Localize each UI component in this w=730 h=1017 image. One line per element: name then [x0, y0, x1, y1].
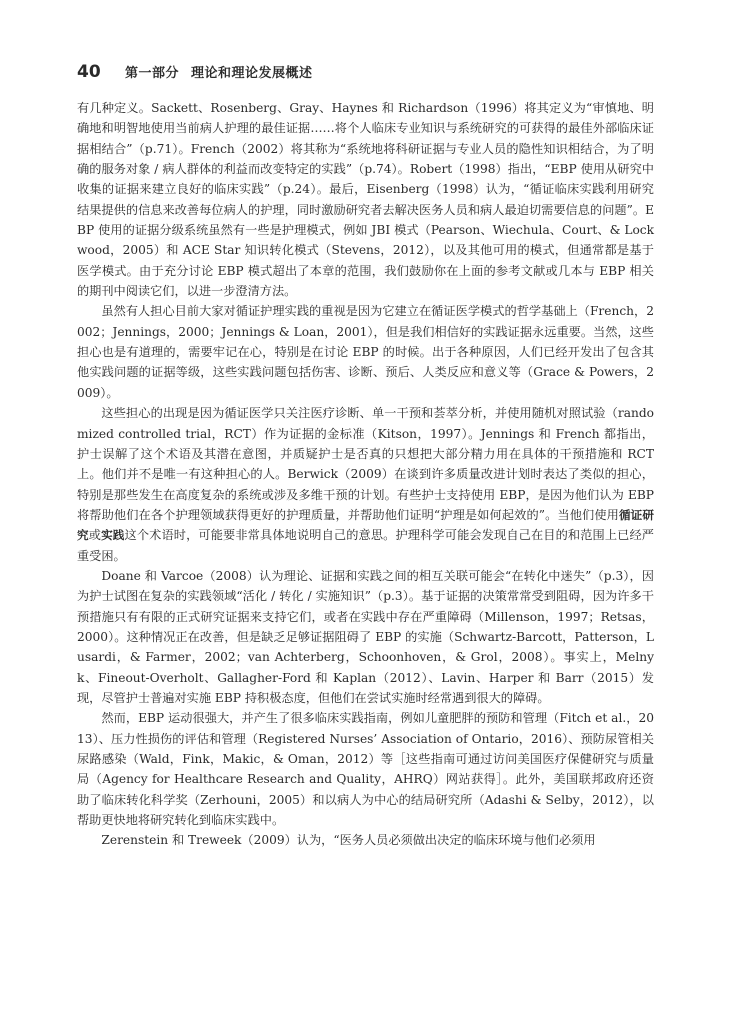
part-label: 第一部分: [125, 66, 180, 81]
running-title: [125, 62, 313, 81]
running-header: [77, 62, 657, 88]
chapter-title: 理论和理论发展概述: [191, 66, 313, 81]
paragraph-text: 虽然有人担心目前大家对循证护理实践的重视是因为它建立在循证医学模式的哲学基础上（French，2002；Jennings，2000；Jennings & Loan，2001），但是我们相信好的实践证据永远重要。当然，这些担心也是有道理的，需要牢记在心，特别是在讨论 EBP 的时候。出于各种原因，人们已经开发出了包含其他实践问题的证据等级，这些实践问题包括伤害、诊断、预后、人类反应和意义等（Grace & Powers，2009）。: [77, 304, 654, 400]
paragraph: [77, 708, 654, 830]
paragraph-text: 这个术语时，可能要非常具体地说明自己的意思。护理科学可能会发现自己在目的和范围上已经严重受困。: [77, 528, 654, 563]
paragraph: [77, 301, 654, 403]
paragraph-text: 或: [88, 528, 102, 543]
paragraph-text: 这些担心的出现是因为循证医学只关注医疗诊断、单一干预和荟萃分析，并使用随机对照试验（randomized controlled trial，RCT）作为证据的金标准（Kitson，1997）。Jennings 和 French 都指出，护士误解了这个术语及其潜在意图，并质疑护士是否真的只想把大部分精力用在具体的干预措施和 RCT 上。他们并不是唯一有这种担心的人。Berwick（2009）在谈到许多质量改进计划时表达了类似的担心，特别是那些发生在高度复杂的系统或涉及多维干预的计划。有些护士支持使用 EBP，是因为他们认为 EBP 将帮助他们在各个护理领域获得更好的护理质量，并帮助他们证明“护理是如何起效的”。当他们使用: [77, 406, 654, 522]
emphasized-term: 实践: [101, 528, 125, 543]
paragraph-text: Zerenstein 和 Treweek（2009）认为，“医务人员必须做出决定的临床环境与他们必须用: [101, 833, 596, 848]
paragraph: [77, 830, 654, 850]
paragraph: [77, 98, 654, 301]
paragraph-text: Doane 和 Varcoe（2008）认为理论、证据和实践之间的相互关联可能会“在转化中迷失”（p.3），因为护士试图在复杂的实践领域“活化 / 转化 / 实施知识”（p.3）。基于证据的决策常常受到阻碍，因为许多干预措施只有有限的正式研究证据来支持它们，或者在实践中存在严重障碍（Millenson，1997；Retsas，2000）。这种情况正在改善，但是缺乏足够证据阻碍了 EBP 的实施（Schwartz-Barcott，Patterson，Lusardi，& Farmer，2002；van Achterberg，Schoonhoven，& Grol，2008）。事实上，Melnyk、Fineout-Overholt、Gallagher-Ford 和 Kaplan（2012）、Lavin、Harper 和 Barr（2015）发现，尽管护士普遍对实施 EBP 持积极态度，但他们在尝试实施时经常遇到很大的障碍。: [77, 568, 654, 705]
paragraph: [77, 403, 654, 566]
paragraph-text: 有几种定义。Sackett、Rosenberg、Gray、Haynes 和 Richardson（1996）将其定义为“审慎地、明确地和明智地使用当前病人护理的最佳证据……将个人临床专业知识与系统研究的可获得的最佳外部临床证据相结合”（p.71）。French（2002）将其称为“系统地将科研证据与专业人员的隐性知识相结合，为了明确的服务对象 / 病人群体的利益而改变特定的实践”（p.74）。Robert（1998）指出，“EBP 使用从研究中收集的证据来建立良好的临床实践”（p.24）。最后，Eisenberg（1998）认为，“循证临床实践利用研究结果提供的信息来改善每位病人的护理，同时激励研究者去解决医务人员和病人最迫切需要信息的问题”。EBP 使用的证据分级系统虽然有一些是护理模式，例如 JBI 模式（Pearson、Wiechula、Court、& Lockwood，2005）和 ACE Star 知识转化模式（Stevens，2012），以及其他可用的模式，但通常都是基于医学模式。由于充分讨论 EBP 模式超出了本章的范围，我们鼓励你在上面的参考文献或几本与 EBP 相关的期刊中阅读它们，以进一步澄清方法。: [77, 101, 654, 299]
body-text: [77, 98, 654, 851]
page-number: 40: [77, 62, 101, 82]
emphasized-term: 循证研究: [77, 507, 654, 543]
paragraph-text: 然而，EBP 运动很强大，并产生了很多临床实践指南，例如儿童肥胖的预防和管理（Fitch et al.，2013）、压力性损伤的评估和管理（Registered Nurses’ Association of Ontario，2016）、预防尿管相关尿路感染（Wald，Fink，Makic，& Oman，2012）等［这些指南可通过访问美国医疗保健研究与质量局（Agency for Healthcare Research and Quality，AHRQ）网站获得］。此外，美国联邦政府还资助了临床转化科学奖（Zerhouni，2005）和以病人为中心的结局研究所（Adashi & Selby，2012），以帮助更快地将研究转化到临床实践中。: [77, 711, 654, 828]
paragraph: [77, 566, 654, 708]
